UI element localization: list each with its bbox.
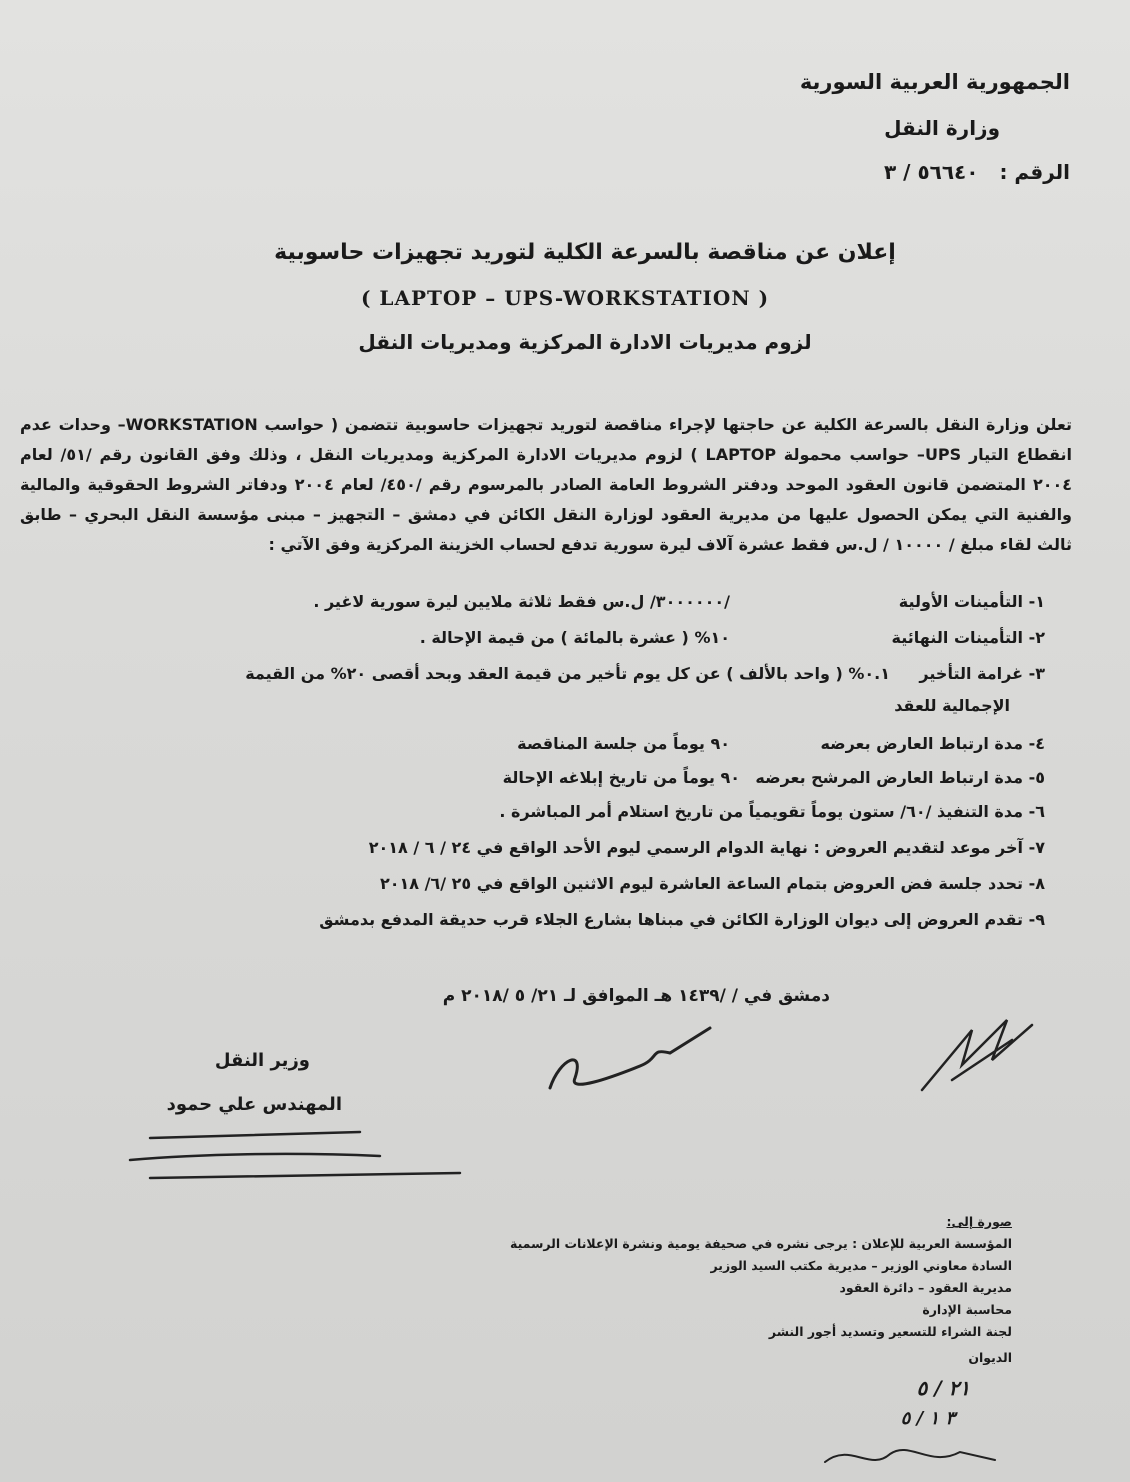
item-delay-penalty: ٣- غرامة التأخير (919, 664, 1045, 683)
item-final-deposit: ٢- التأمينات النهائية (891, 628, 1045, 647)
handwritten-note-second: ٣ ١ / ٥ (900, 1408, 955, 1429)
cc-line-2: السادة معاوني الوزير – مديرية مكتب السيد الوزير (710, 1258, 1012, 1273)
country-name: الجمهورية العربية السورية (799, 70, 1070, 94)
item-delay-penalty-continuation: الإجمالية للعقد (894, 696, 1010, 715)
reference-number (884, 160, 1070, 184)
handwritten-scribble (820, 1432, 1000, 1476)
reference-value: ٥٦٦٤٠ / ٣ (883, 160, 979, 184)
signature-minister (540, 1018, 720, 1098)
announcement-title: إعلان عن مناقصة بالسرعة الكلية لتوريد تجهيزات حاسوبية (274, 240, 896, 265)
item-initial-deposit: ١- التأمينات الأولية (898, 592, 1045, 611)
item-submission-deadline: ٧- آخر موعد لتقديم العروض : نهاية الدوام الرسمي ليوم الأحد الواقع في ٢٤ / ٦ / ٢٠١٨ (368, 838, 1045, 857)
item-bid-validity: ٤- مدة ارتباط العارض بعرضه (820, 734, 1045, 753)
minister-title: وزير النقل (214, 1050, 310, 1071)
cc-line-6: الديوان (968, 1350, 1012, 1365)
signature-right (912, 1010, 1042, 1100)
item-submission-location: ٩- تقدم العروض إلى ديوان الوزارة الكائن في مبناها بشارع الجلاء قرب حديقة المدفع بدمشق (319, 910, 1045, 929)
item-initial-deposit-value: /٣٠٠٠٠٠٠/ ل.س فقط ثلاثة ملايين ليرة سورية لاغير . (313, 592, 730, 611)
handwritten-note-date: ٢١ / ٥ (916, 1376, 970, 1400)
minister-name: المهندس علي حمود (166, 1094, 342, 1115)
issue-date: دمشق في / /١٤٣٩ هـ الموافق لـ ٢١/ ٥ /٢٠١٨ م (442, 986, 830, 1006)
item-delay-penalty-value: ٠.١% ( واحد بالألف ) عن كل يوم تأخير من قيمة العقد وبحد أقصى ٢٠% من القيمة (245, 664, 890, 683)
item-winner-validity: ٥- مدة ارتباط العارض المرشح بعرضه (755, 768, 1045, 787)
cc-line-5: لجنة الشراء للتسعير وتسديد أجور النشر (768, 1324, 1012, 1339)
ministry-name: وزارة النقل (884, 116, 1000, 140)
item-opening-session: ٨- تحدد جلسة فض العروض بتمام الساعة العاشرة ليوم الاثنين الواقع في ٢٥ /٦/ ٢٠١٨ (379, 874, 1045, 893)
item-execution-period: ٦- مدة التنفيذ /٦٠/ ستون يوماً تقويمياً من تاريخ استلام أمر المباشرة . (499, 802, 1045, 821)
cc-line-4: محاسبة الإدارة (922, 1302, 1012, 1317)
reference-label: الرقم : (999, 160, 1070, 184)
cc-heading: صورة إلى: (946, 1214, 1012, 1229)
announcement-equipment-list: ( LAPTOP – UPS-WORKSTATION ) (360, 286, 770, 310)
announcement-body: تعلن وزارة النقل بالسرعة الكلية عن حاجتها لإجراء مناقصة لتوريد تجهيزات حاسوبية تتضمن ( حواسب WORKSTATION– وحدات عدم انقطاع التيار UPS– حواسب محمولة LAPTOP ) لزوم مديريات الادارة المركزية ومديريات النقل ، وذلك وفق القانون رقم /٥١/ لعام ٢٠٠٤ المتضمن قانون العقود الموحد ودفتر الشروط العامة الصادر بالمرسوم رقم /٤٥٠/ لعام ٢٠٠٤ ودفاتر الشروط الحقوقية والمالية والفنية التي يمكن الحصول عليها من مديرية العقود لوزارة النقل الكائن في دمشق – التجهيز – مبنى مؤسسة النقل البحري – طابق ثالث لقاء مبلغ / ١٠٠٠٠ / ل.س فقط عشرة آلاف ليرة سورية تدفع لحساب الخزينة المركزية وفق الآتي : (20, 415, 1072, 554)
cc-line-1: المؤسسة العربية للإعلان : يرجى نشره في صحيفة يومية ونشرة الإعلانات الرسمية (510, 1236, 1012, 1251)
minister-signature-underline (120, 1118, 470, 1188)
item-final-deposit-value: ١٠% ( عشرة بالمائة ) من قيمة الإحالة . (419, 628, 730, 647)
item-bid-validity-value: ٩٠ يوماً من جلسة المناقصة (517, 734, 730, 753)
item-winner-validity-value: ٩٠ يوماً من تاريخ إبلاغه الإحالة (502, 768, 740, 787)
announcement-subtitle: لزوم مديريات الادارة المركزية ومديريات النقل (358, 330, 812, 354)
cc-line-3: مديرية العقود – دائرة العقود (839, 1280, 1012, 1295)
